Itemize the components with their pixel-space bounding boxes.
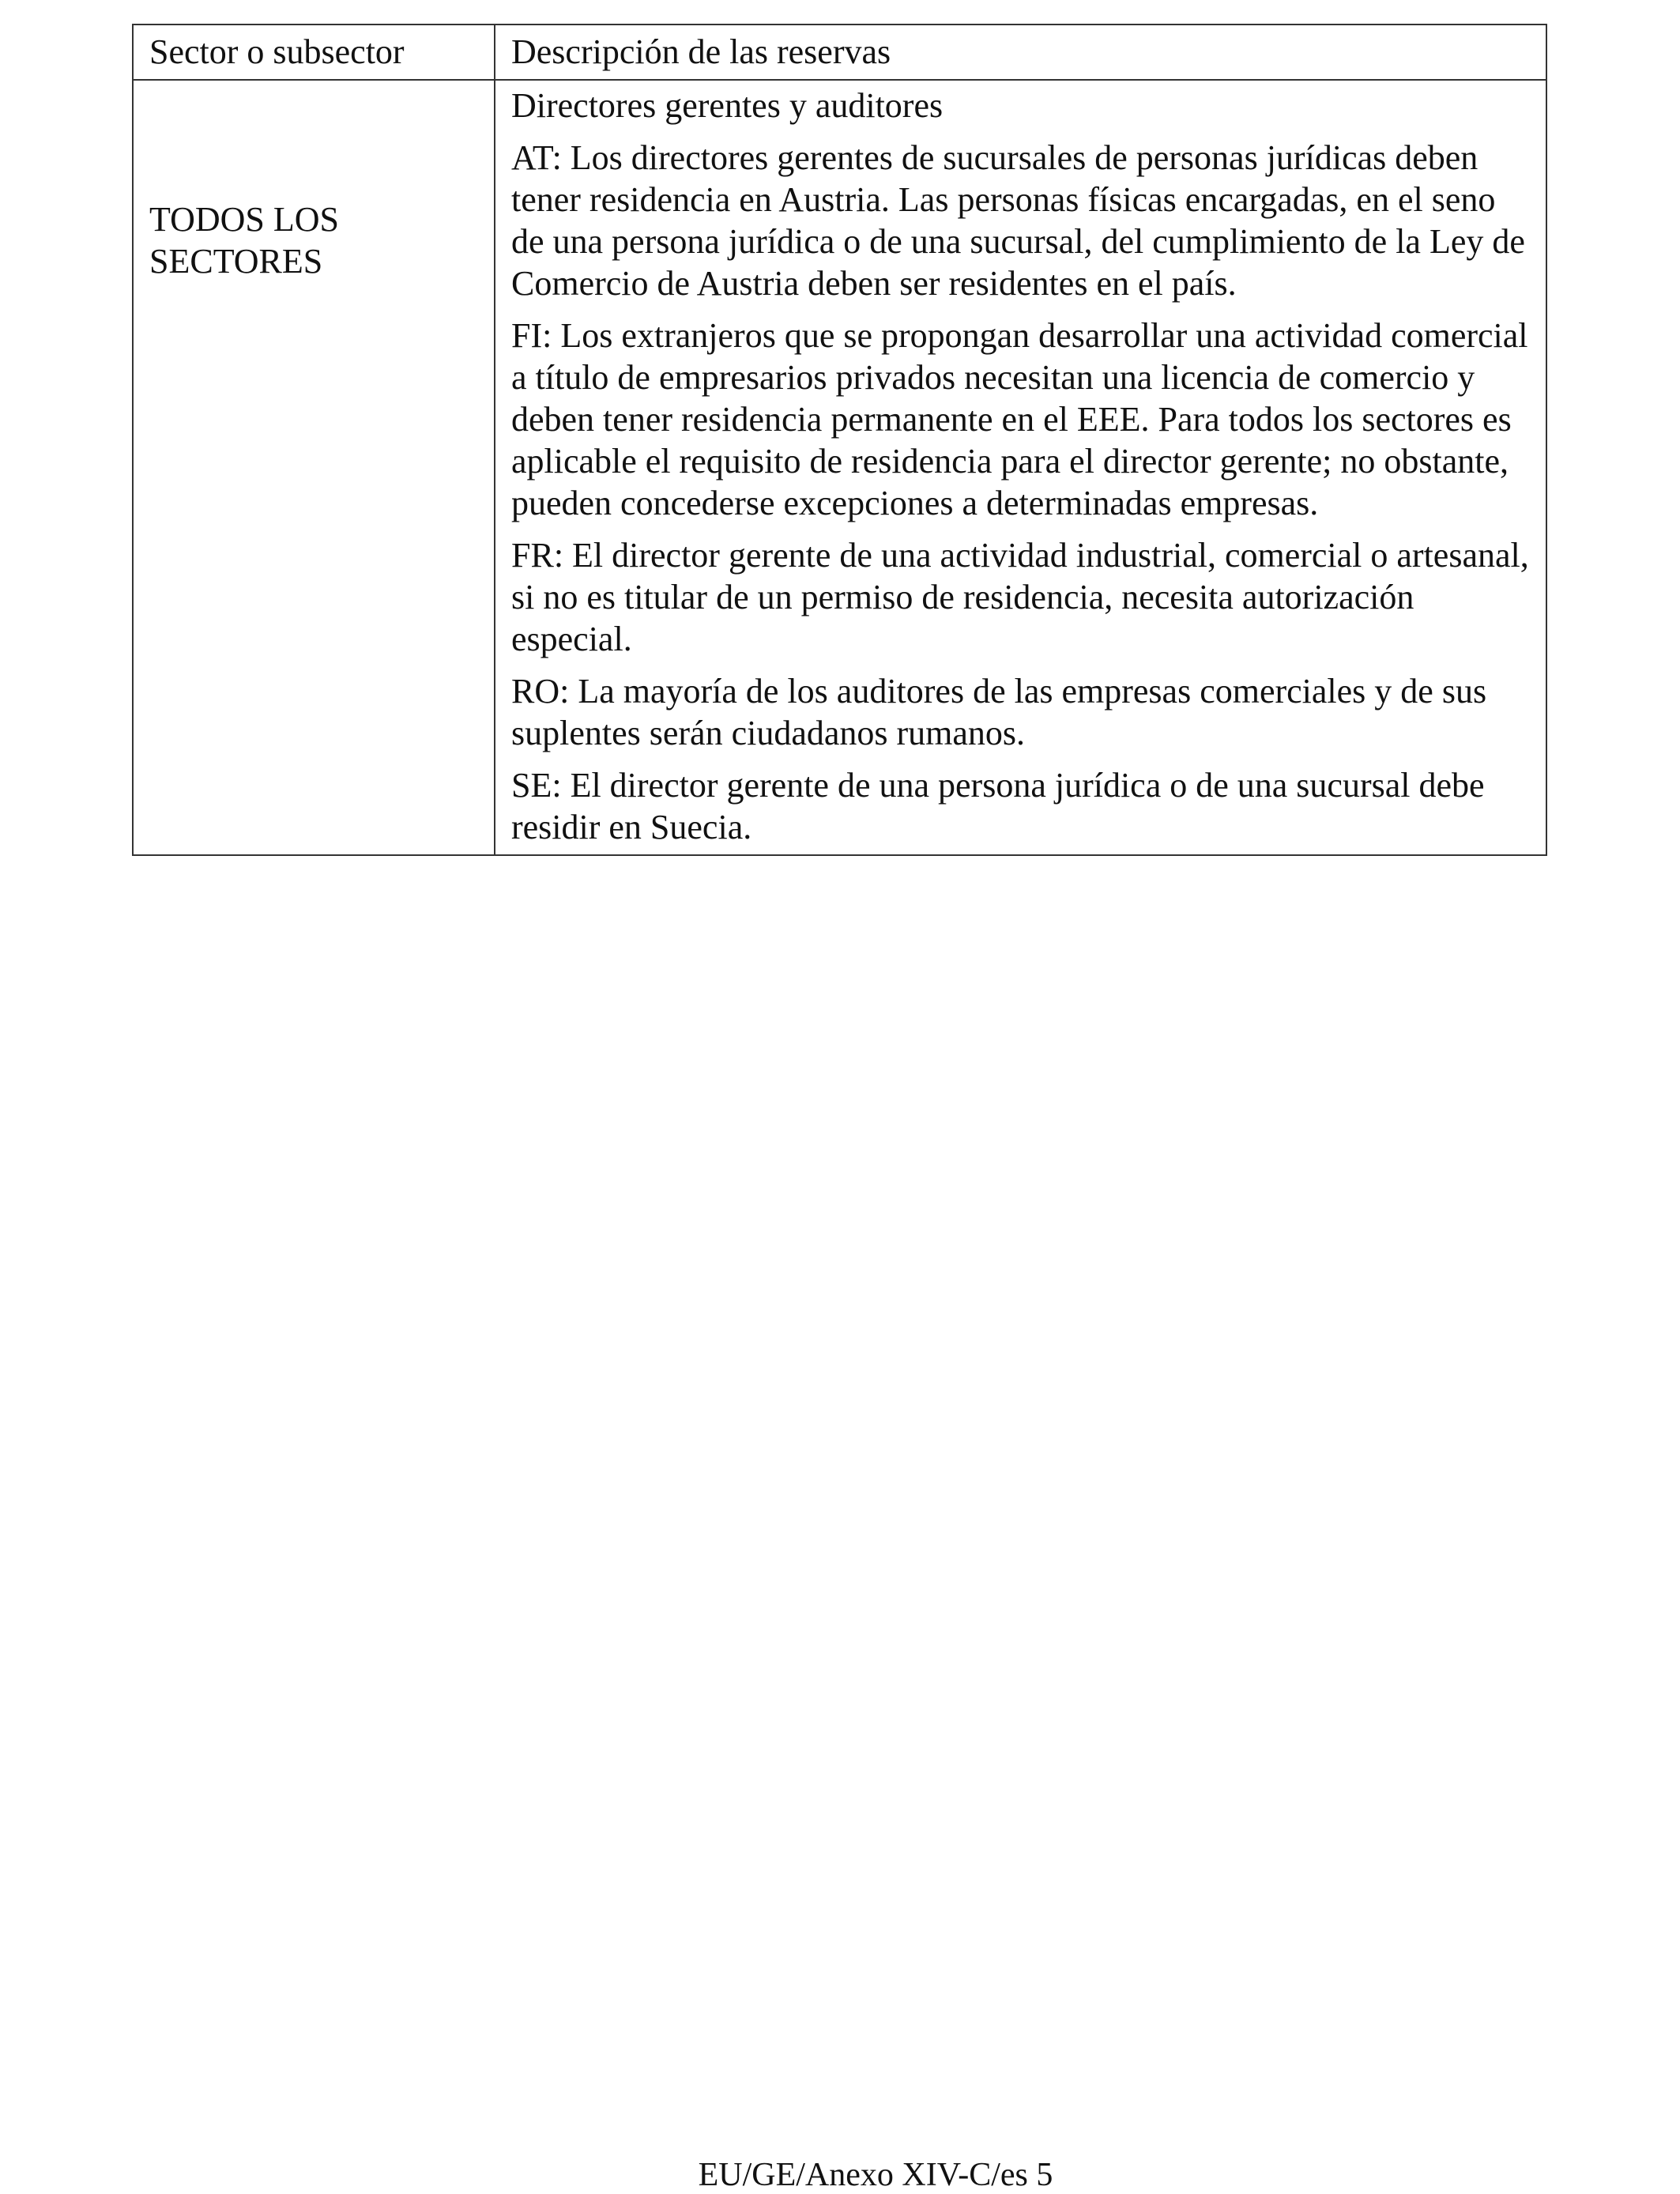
reservation-fi: FI: Los extranjeros que se propongan desarrollar una actividad comercial a título de empresarios privados necesitan una licencia de comercio y deben tener residencia permanente en el EEE. Para todos los sectores es aplicable el requisito de residencia para el director gerente; no obstante, pueden concederse excepciones a determinadas empresas. (511, 316, 1528, 522)
header-sector-cell (133, 25, 495, 80)
header-description-label: Descripción de las reservas (511, 32, 891, 71)
page-footer (36, 2156, 1680, 2194)
description-cell (495, 80, 1546, 855)
reservation-fr: FR: El director gerente de una actividad industrial, comercial o artesanal, si no es titular de un permiso de residencia, necesita autorización especial. (511, 536, 1529, 658)
sector-name-line-2: SECTORES (149, 242, 323, 281)
page-label: EU/GE/Anexo XIV-C/es 5 (698, 2157, 1053, 2193)
header-sector-label: Sector o subsector (149, 32, 405, 71)
header-description-cell (495, 25, 1546, 80)
sector-name-line-1: TODOS LOS (149, 200, 340, 239)
reservation-at: AT: Los directores gerentes de sucursales de personas jurídicas deben tener residencia en Austria. Las personas físicas encargadas, en el seno de una persona jurídica o de una sucursal, del cumplimiento de la Ley de Comercio de Austria deben ser residentes en el país. (511, 138, 1525, 303)
reservations-table (132, 24, 1547, 856)
sector-cell (133, 80, 495, 855)
reservation-title: Directores gerentes y auditores (511, 86, 944, 125)
reservation-se: SE: El director gerente de una persona jurídica o de una sucursal debe residir en Suecia. (511, 766, 1485, 846)
reservation-ro: RO: La mayoría de los auditores de las empresas comerciales y de sus suplentes serán ciudadanos rumanos. (511, 672, 1487, 752)
table-row (133, 80, 1546, 855)
table-header-row (133, 25, 1546, 80)
